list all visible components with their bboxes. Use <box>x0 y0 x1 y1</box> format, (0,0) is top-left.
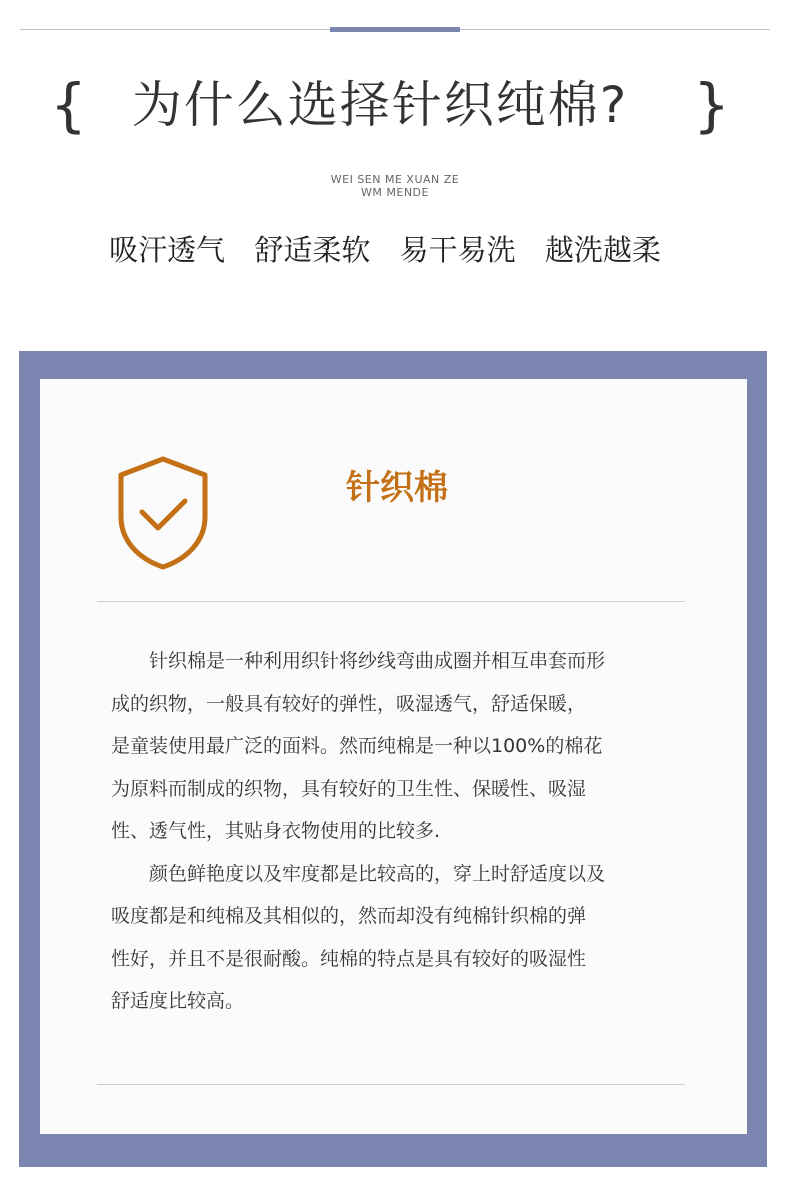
top-accent-bar <box>330 27 460 32</box>
body-line: 舒适度比较高。 <box>111 990 245 1012</box>
feature-item: 易干易洗 <box>399 233 516 267</box>
body-line: 颜色鲜艳度以及牢度都是比较高的，穿上时舒适度以及 <box>111 862 606 885</box>
body-line: 性好，并且不是很耐酸。纯棉的特点是具有较好的吸湿性 <box>111 947 587 970</box>
body-line: 吸度都是和纯棉及其相似的，然而却没有纯棉针织棉的弹 <box>111 905 587 927</box>
left-brace: { <box>50 71 87 139</box>
card-divider-top <box>97 601 685 602</box>
pinyin-line-2: WM MENDE <box>361 186 429 199</box>
body-line: 成的织物，一般具有较好的弹性，吸湿透气，舒适保暖， <box>111 692 587 715</box>
feature-list <box>0 230 770 270</box>
card-title: 针织棉 <box>346 468 448 508</box>
body-line: 是童装使用最广泛的面料。然而纯棉是一种以100%的棉花 <box>111 735 603 757</box>
right-brace: } <box>693 71 730 139</box>
feature-item: 舒适柔软 <box>254 233 371 267</box>
page-title: 为什么选择针织纯棉? <box>131 76 629 134</box>
pinyin-line-1: WEI SEN ME XUAN ZE <box>330 173 460 186</box>
pinyin-subtitle <box>0 173 790 199</box>
card-divider-bottom <box>97 1084 685 1085</box>
body-line: 为原料而制成的织物，具有较好的卫生性、保暖性、吸湿 <box>111 777 587 800</box>
feature-item: 越洗越柔 <box>544 233 661 267</box>
body-line: 针织棉是一种利用织针将纱线弯曲成圈并相互串套而形 <box>111 650 606 672</box>
feature-item: 吸汗透气 <box>109 233 226 267</box>
card-body-text <box>111 640 677 1023</box>
shield-check-icon <box>113 455 213 571</box>
body-line: 性、透气性，其贴身衣物使用的比较多. <box>111 820 441 842</box>
